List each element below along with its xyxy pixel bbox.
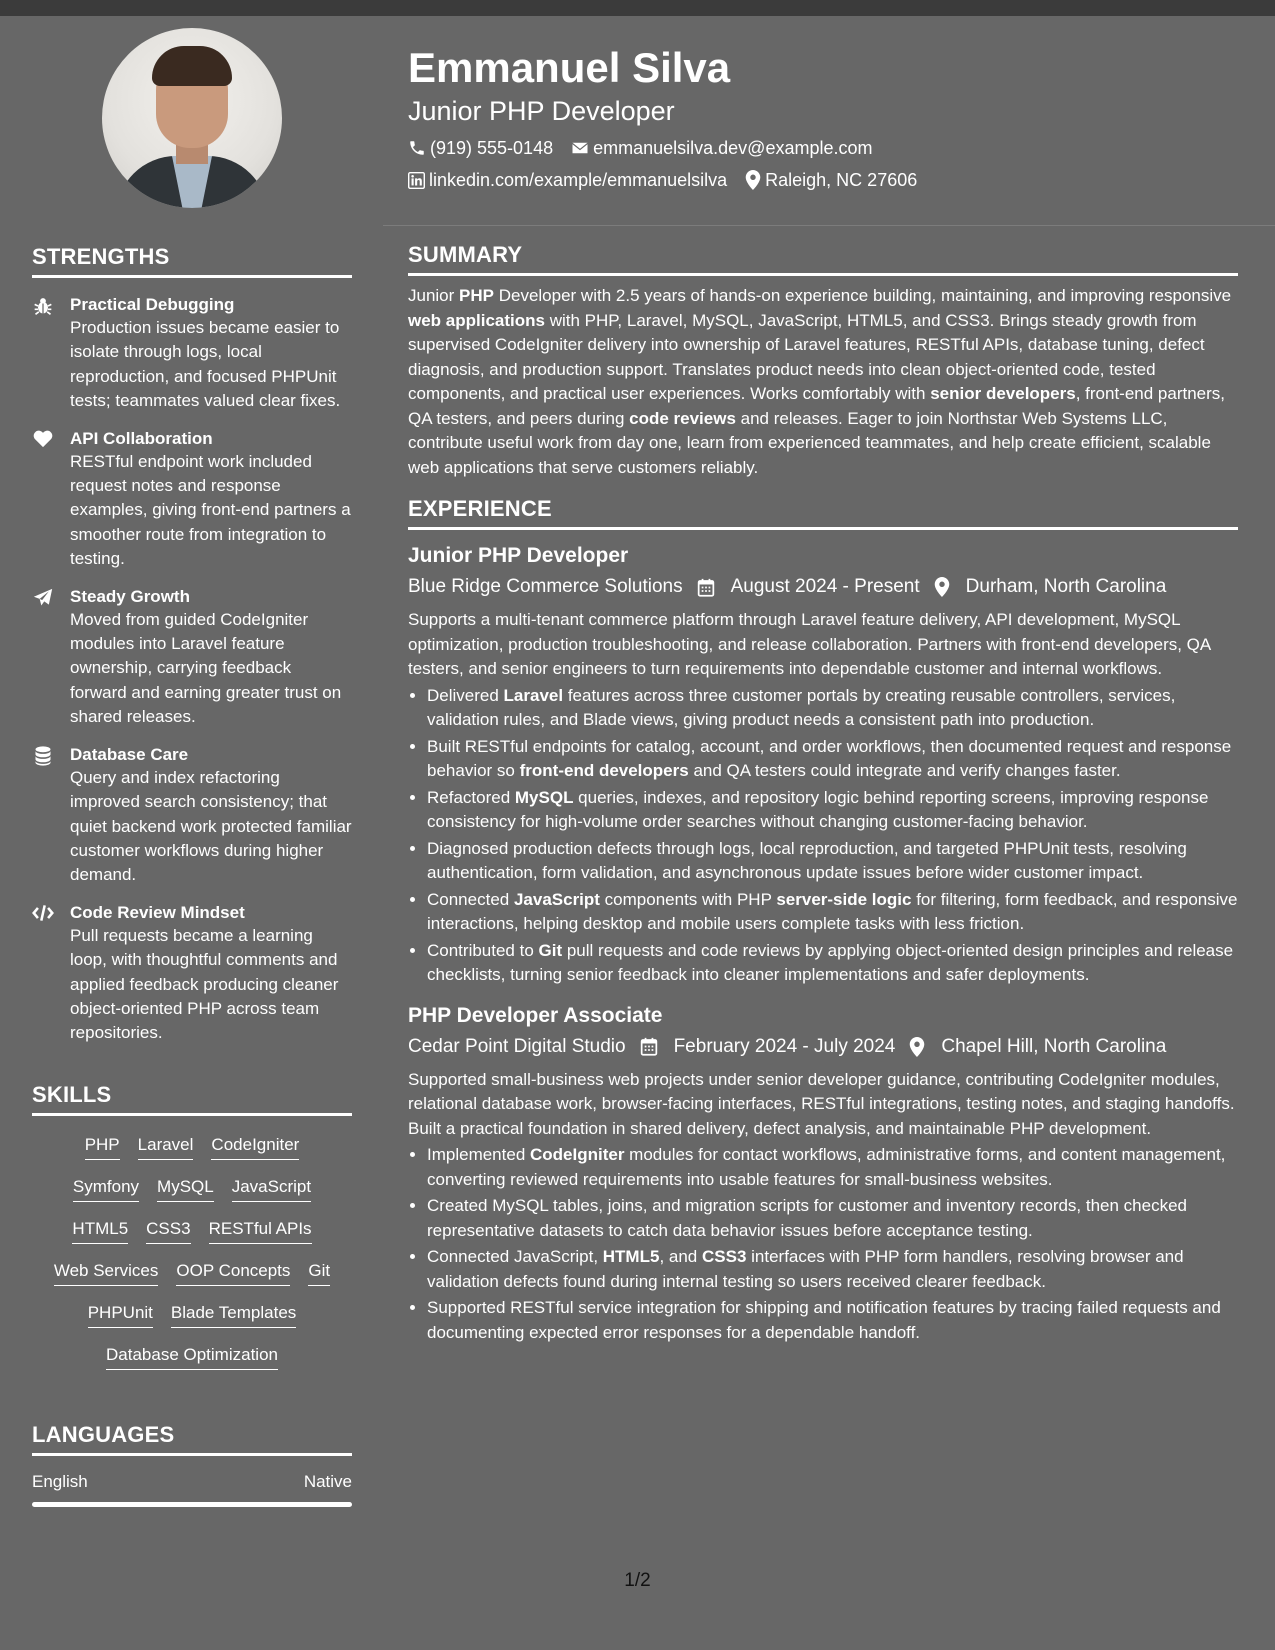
experience-heading: EXPERIENCE [408,496,1238,530]
strength-title: Code Review Mindset [70,902,245,922]
job-entry [408,542,1238,988]
strength-title: Practical Debugging [70,295,235,314]
database-icon [32,744,54,888]
job-summary: Supports a multi-tenant commerce platform through Laravel feature delivery, API development, MySQL optimization, production troubleshooting, and release collaboration. Partners with front-end developers, QA testers, and senior engineers to turn requirements into dependable customer and internal workflows. [408,610,1211,678]
phone-icon [408,139,426,157]
language-proficiency-track [32,1502,352,1507]
job-meta [408,574,1238,600]
skill-tag: Blade Templates [171,1302,296,1328]
strength-item [32,586,352,730]
summary-heading: SUMMARY [408,242,1238,276]
skill-tag: Laravel [138,1134,194,1160]
location-contact [745,168,917,192]
bug-icon [32,294,54,414]
left-column [32,28,352,1507]
skill-tag: PHPUnit [88,1302,153,1328]
strength-description: Pull requests became a learning loop, with thoughtful comments and applied feedback producing cleaner object-oriented PHP across team repositories. [70,925,339,1043]
job-bullet: • Refactored MySQL queries, indexes, and repository logic behind reporting screens, improving response consistency for high-volume order searches without changing customer-facing behavior. [427,786,1238,835]
phone-number: (919) 555-0148 [430,138,554,158]
job-dates: February 2024 - July 2024 [640,1034,896,1060]
skill-tag: MySQL [157,1176,214,1202]
strength-body [70,428,352,572]
skills-list [32,1126,352,1378]
strength-body [70,294,352,414]
job-company: Blue Ridge Commerce Solutions [408,576,683,597]
job-bullet: • Connected JavaScript, HTML5, and CSS3 interfaces with PHP form handlers, resolving browser and validation defects found during internal testing so users received clearer feedback. [427,1245,1238,1294]
strengths-list [32,294,352,1046]
jobs-list [408,542,1238,1345]
skill-tag: PHP [85,1134,120,1160]
job-bullet: • Created MySQL tables, joins, and migration scripts for customer and inventory records, then checked representative datasets to catch data behavior issues before acceptance testing. [427,1194,1238,1243]
map-pin-icon [934,577,958,597]
resume-header [408,42,1238,192]
skills-heading: SKILLS [32,1082,352,1116]
skill-tag: JavaScript [232,1176,311,1202]
strength-description: Query and index refactoring improved search consistency; that quiet backend work protected familiar customer workflows during higher demand. [70,767,352,885]
email-address[interactable]: emmanuelsilva.dev@example.com [593,138,873,158]
job-summary: Supported small-business web projects under senior developer guidance, contributing CodeIgniter modules, relational database work, browser-facing interfaces, RESTful integrations, testing notes, and staging handoffs. Built a practical foundation in shared delivery, defect analysis, and maintainable PHP development. [408,1069,1235,1138]
job-company: Cedar Point Digital Studio [408,1035,626,1057]
skill-tag: Web Services [54,1260,159,1286]
strength-title: API Collaboration [70,428,213,448]
skill-tag: Git [308,1260,330,1286]
right-column [408,242,1238,1347]
linkedin-icon [408,172,425,189]
strengths-heading: STRENGTHS [32,244,352,278]
job-location: Durham, North Carolina [934,574,1167,600]
strength-body [70,744,352,888]
strength-description: RESTful endpoint work included request notes and response examples, giving front-end partners a smoother route from integration to testing. [70,451,351,569]
contact-line-2 [408,168,1238,192]
job-bullet: • Connected JavaScript components with PHP server-side logic for filtering, form feedback, and responsive interactions, helping desktop and mobile users complete tasks with less friction. [427,888,1238,937]
calendar-icon [697,578,723,597]
job-bullet: • Contributed to Git pull requests and code reviews by applying object-oriented design principles and release checklists, turning senior feedback into cleaner implementations and safer deployments. [427,939,1238,988]
job-meta [408,1034,1238,1060]
skill-tag: Database Optimization [106,1344,278,1370]
linkedin-url[interactable]: linkedin.com/example/emmanuelsilva [429,170,728,190]
candidate-name: Emmanuel Silva [408,44,731,91]
location-text: Raleigh, NC 27606 [765,170,918,190]
strength-item [32,902,352,1046]
job-location: Chapel Hill, North Carolina [909,1034,1166,1060]
code-icon [32,902,54,1046]
job-dates: August 2024 - Present [697,574,920,600]
candidate-role: Junior PHP Developer [408,96,675,126]
map-pin-icon [909,1037,933,1057]
calendar-icon [640,1037,666,1056]
header-divider [383,225,1275,226]
skill-tag: HTML5 [72,1218,128,1244]
strength-item [32,744,352,888]
job-entry [408,1002,1238,1346]
strength-body [70,902,352,1046]
phone-contact [408,136,553,160]
job-bullet: • Built RESTful endpoints for catalog, account, and order workflows, then documented request and response behavior so front-end developers and QA testers could integrate and verify changes faster. [427,735,1238,784]
job-bullet: • Supported RESTful service integration for shipping and notification features by tracing failed requests and documenting expected error responses for a dependable handoff. [427,1296,1238,1345]
map-pin-icon [745,170,761,190]
summary-text: Junior PHP Developer with 2.5 years of hands-on experience building, maintaining, and improving responsive web applications with PHP, Laravel, MySQL, JavaScript, HTML5, and CSS3. Brings steady growth from supervised CodeIgniter delivery into ownership of Laravel features, RESTful APIs, database tuning, defect diagnosis, and production support. Translates product needs into clean object-oriented code, tested components, and practical user experiences. Works comfortably with senior developers, front-end partners, QA testers, and peers during code reviews and releases. Eager to join Northstar Web Systems LLC, contribute useful work from day one, learn from experienced teammates, and help create efficient, scalable web applications that serve customers reliably. [408,286,1232,477]
job-bullet: • Diagnosed production defects through logs, local reproduction, and targeted PHPUnit tests, resolving authentication, form validation, and asynchronous update issues before wider customer impact. [427,837,1238,886]
languages-heading: LANGUAGES [32,1422,352,1456]
language-level: Native [303,1471,352,1491]
strength-title: Steady Growth [70,586,190,606]
job-title: Junior PHP Developer [408,544,629,567]
heart-icon [32,428,54,572]
profile-photo [102,28,282,208]
strength-item [32,428,352,572]
page-number: 1/2 [624,1570,651,1591]
job-bullets [408,1143,1238,1345]
skill-tag: RESTful APIs [209,1218,312,1244]
language-proficiency-bar [32,1502,352,1507]
strength-title: Database Care [70,744,189,764]
job-bullets [408,684,1238,988]
linkedin-contact[interactable] [408,168,727,192]
strength-description: Moved from guided CodeIgniter modules into Laravel feature ownership, carrying feedback forward and earning greater trust on shared releases. [70,609,342,727]
strength-item [32,294,352,414]
skill-tag: OOP Concepts [176,1260,290,1286]
photo-container [32,28,352,208]
envelope-icon [571,139,589,157]
strength-body [70,586,352,730]
languages-list [32,1472,352,1507]
language-name: English [32,1471,88,1491]
paper-plane-icon [32,586,54,730]
skill-tag: CSS3 [146,1218,190,1244]
job-title: PHP Developer Associate [408,1003,663,1027]
skill-tag: CodeIgniter [211,1134,299,1160]
contact-line-1 [408,136,1238,160]
language-row [32,1472,352,1492]
email-contact[interactable] [571,136,872,160]
job-bullet: • Implemented CodeIgniter modules for contact workflows, administrative forms, and content management, converting reviewed requirements into usable features for small-business websites. [427,1143,1238,1192]
top-bar [0,0,1275,16]
strength-description: Production issues became easier to isolate through logs, local reproduction, and focused PHPUnit tests; teammates valued clear fixes. [70,318,341,411]
job-bullet: • Delivered Laravel features across three customer portals by creating reusable controllers, services, validation rules, and Blade views, giving product needs a consistent path into production. [427,684,1238,733]
skill-tag: Symfony [73,1176,139,1202]
